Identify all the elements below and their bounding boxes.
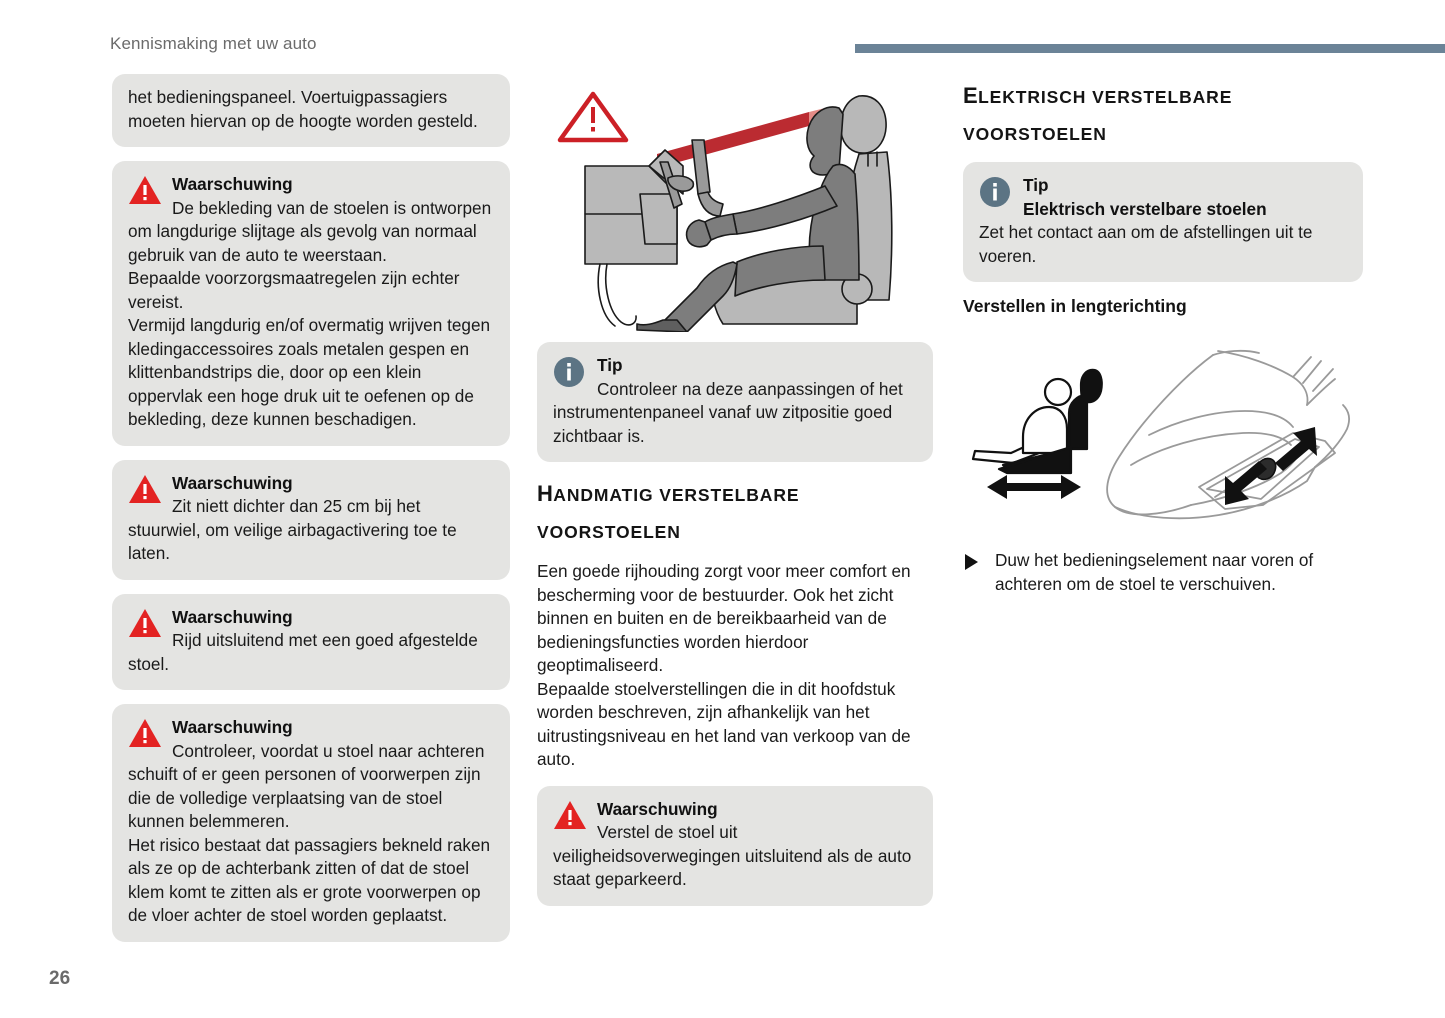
page-number: 26 <box>49 968 71 989</box>
warning-triangle-icon <box>128 608 162 638</box>
heading-line2: VOORSTOELEN <box>963 124 1107 144</box>
warning-triangle-icon <box>128 718 162 748</box>
tip-paragraph: Zet het contact aan om de afstellingen uit te voeren. <box>979 222 1313 266</box>
heading-dropcap: H <box>537 481 554 506</box>
list-item <box>963 549 1363 596</box>
heading-dropcap: E <box>963 83 979 108</box>
warning-paragraph: Bepaalde voorzorgsmaatregelen zijn echter vereist. <box>128 268 460 312</box>
warning-box <box>112 460 510 580</box>
tip-box <box>537 342 933 462</box>
warning-box <box>537 786 933 906</box>
warning-paragraph: Verstel de stoel uit veiligheidsoverwegingen uitsluitend als de auto staat geparkeerd. <box>553 822 912 889</box>
continuation-text: het bedieningspaneel. Voertuigpassagiers moeten hiervan op de hoogte worden gesteld. <box>128 87 478 131</box>
list-item-text: Duw het bedieningselement naar voren of achteren om de stoel te verschuiven. <box>995 550 1314 594</box>
warning-triangle-icon <box>128 175 162 205</box>
warning-label: Waarschuwing <box>172 174 293 194</box>
left-column <box>112 74 510 956</box>
heading-line2: VOORSTOELEN <box>537 522 681 542</box>
body-paragraphs <box>537 560 933 772</box>
tip-label: Tip <box>1023 175 1049 195</box>
header-rule <box>855 44 1445 53</box>
seat-longitudinal-adjust-illustration <box>963 329 1363 539</box>
warning-paragraph: De bekleding van de stoelen is ontworpen om langdurige slijtage als gevolg van normaal gebruik van de auto te weerstaan. <box>128 197 492 265</box>
heading-line1: ANDMATIG VERSTELBARE <box>553 485 800 505</box>
warning-triangle-icon <box>128 474 162 504</box>
warning-triangle-icon <box>553 800 587 830</box>
section-heading-elektrisch <box>963 78 1363 152</box>
warning-box <box>112 161 510 446</box>
continuation-text-box <box>112 74 510 147</box>
warning-label: Waarschuwing <box>172 472 293 493</box>
warning-paragraph: Rijd uitsluitend met een goed afgestelde stoel. <box>128 630 478 674</box>
body-paragraph: Bepaalde stoelverstellingen die in dit hoofdstuk worden beschreven, zijn afhankelijk van het uitrustingsniveau en het land van verkoop van de auto. <box>537 678 911 769</box>
right-column <box>963 74 1363 596</box>
body-paragraph: Een goede rijhouding zorgt voor meer comfort en bescherming voor de bestuurder. Ook het zicht binnen en buiten en de bereikbaarheid van de bedieningsfuncties worden hierdoor geoptimaliseerd. <box>537 561 911 675</box>
triangle-bullet-icon <box>965 554 978 570</box>
subheading-lengterichting: Verstellen in lengterichting <box>963 296 1187 316</box>
warning-paragraph: Controleer, voordat u stoel naar achteren schuift of er geen personen of voorwerpen zijn die de volledige verplaatsing van de stoel kunnen belemmeren. <box>128 740 485 831</box>
heading-line1: LEKTRISCH VERSTELBARE <box>978 87 1233 107</box>
tip-box <box>963 162 1363 282</box>
warning-paragraph: Zit niett dichter dan 25 cm bij het stuurwiel, om veilige airbagactivering toe te laten. <box>128 496 457 563</box>
tip-label: Tip <box>597 355 623 375</box>
warning-box <box>112 704 510 942</box>
info-circle-icon <box>979 176 1013 206</box>
section-heading-handmatig <box>537 476 933 550</box>
warning-label: Waarschuwing <box>172 717 293 737</box>
running-head: Kennismaking met uw auto <box>110 34 317 53</box>
warning-paragraph: Vermijd langdurig en/of overmatig wrijven tegen kledingaccessoires zoals metalen gespen en klittenbandstrips die, door op een klein oppervlak een hoge druk uit te oefenen op de bekleding, deze kunnen beschadigen. <box>128 315 491 429</box>
warning-paragraph: Het risico bestaat dat passagiers bekneld raken als ze op de achterbank zitten of dat de stoel klem komt te zitten als er grote voorwerpen op de vloer achter de stoel worden geplaatst. <box>128 834 491 925</box>
warning-box <box>112 594 510 691</box>
tip-subtitle: Elektrisch verstelbare stoelen <box>1023 198 1267 219</box>
info-circle-icon <box>553 356 587 386</box>
middle-column <box>537 74 933 920</box>
warning-label: Waarschuwing <box>597 798 718 819</box>
driving-position-illustration <box>537 74 933 332</box>
warning-label: Waarschuwing <box>172 606 293 627</box>
tip-paragraph: Controleer na deze aanpassingen of het instrumentenpaneel vanaf uw zitpositie goed zichtbaar is. <box>553 378 903 446</box>
